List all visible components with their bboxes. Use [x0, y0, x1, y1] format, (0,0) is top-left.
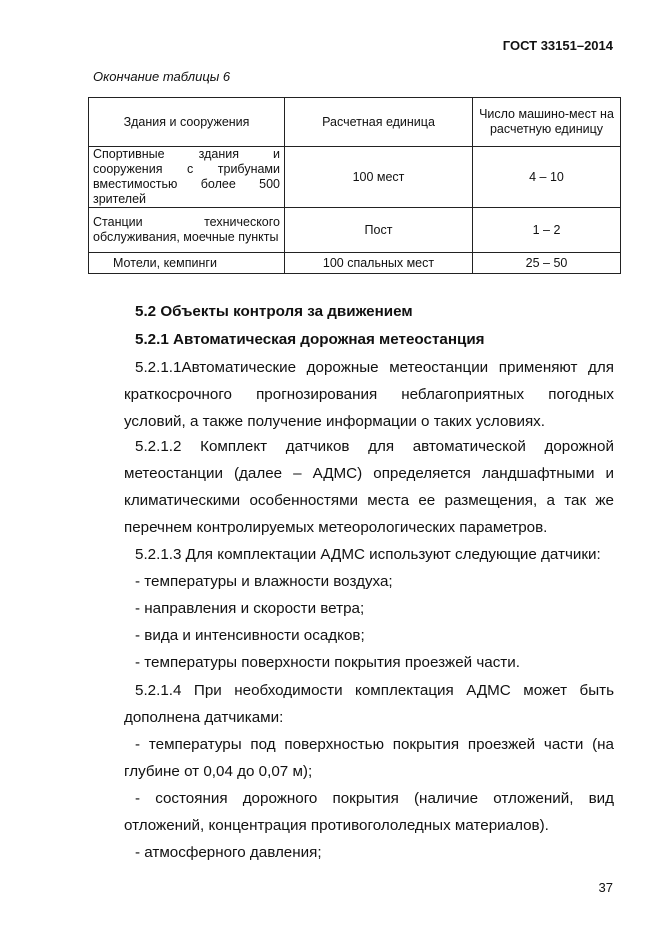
page-number: 37 — [598, 880, 613, 895]
table-cell: 100 спальных мест — [285, 253, 473, 274]
table-cell: Спортивные здания и сооружения с трибунами вместимостью более 500 зрителей — [89, 147, 285, 208]
document-code: ГОСТ 33151–2014 — [502, 38, 613, 53]
column-header: Число машино-мест на расчетную единицу — [473, 98, 621, 147]
table-cell: 25 – 50 — [473, 253, 621, 274]
column-header: Расчетная единица — [285, 98, 473, 147]
parking-table — [88, 97, 621, 274]
table-cell: 1 – 2 — [473, 208, 621, 253]
table-header-row — [89, 98, 621, 147]
table-cell: 100 мест — [285, 147, 473, 208]
column-header: Здания и сооружения — [89, 98, 285, 147]
paragraph: 5.2.1.1Автоматические дорожные метеостанции применяют для краткосрочного прогнозирования неблагоприятных погодных условий, а также получение информации о таких условиях. — [124, 359, 614, 430]
table-row — [89, 147, 621, 208]
table-cell: Станции технического обслуживания, моечные пункты — [89, 208, 285, 253]
list-item: - атмосферного давления; — [135, 844, 322, 861]
list-item: - температуры поверхности покрытия проезжей части. — [135, 654, 520, 671]
table-cell: 4 – 10 — [473, 147, 621, 208]
table-cell: Пост — [285, 208, 473, 253]
section-heading: 5.2 Объекты контроля за движением — [135, 303, 413, 320]
table-row — [89, 208, 621, 253]
list-item: - вида и интенсивности осадков; — [135, 627, 365, 644]
table-caption: Окончание таблицы 6 — [93, 69, 231, 84]
subsection-heading: 5.2.1 Автоматическая дорожная метеостанция — [135, 331, 485, 348]
paragraph: 5.2.1.4 При необходимости комплектация АДМС может быть дополнена датчиками: — [124, 682, 614, 726]
table-row — [89, 253, 621, 274]
paragraph: 5.2.1.3 Для комплектации АДМС используют следующие датчики: — [135, 546, 601, 563]
list-item: - температуры под поверхностью покрытия проезжей части (на глубине от 0,04 до 0,07 м); — [124, 736, 614, 780]
table-cell: Мотели, кемпинги — [89, 253, 285, 274]
list-item: - направления и скорости ветра; — [135, 600, 365, 617]
list-item: - температуры и влажности воздуха; — [135, 573, 393, 590]
paragraph: 5.2.1.2 Комплект датчиков для автоматической дорожной метеостанции (далее – АДМС) определяется ландшафтными и климатическими особенностями места ее размещения, а так же перечнем контролируемых метеорологических параметров. — [124, 438, 614, 536]
list-item: - состояния дорожного покрытия (наличие отложений, вид отложений, концентрация противогололедных материалов). — [124, 790, 614, 834]
